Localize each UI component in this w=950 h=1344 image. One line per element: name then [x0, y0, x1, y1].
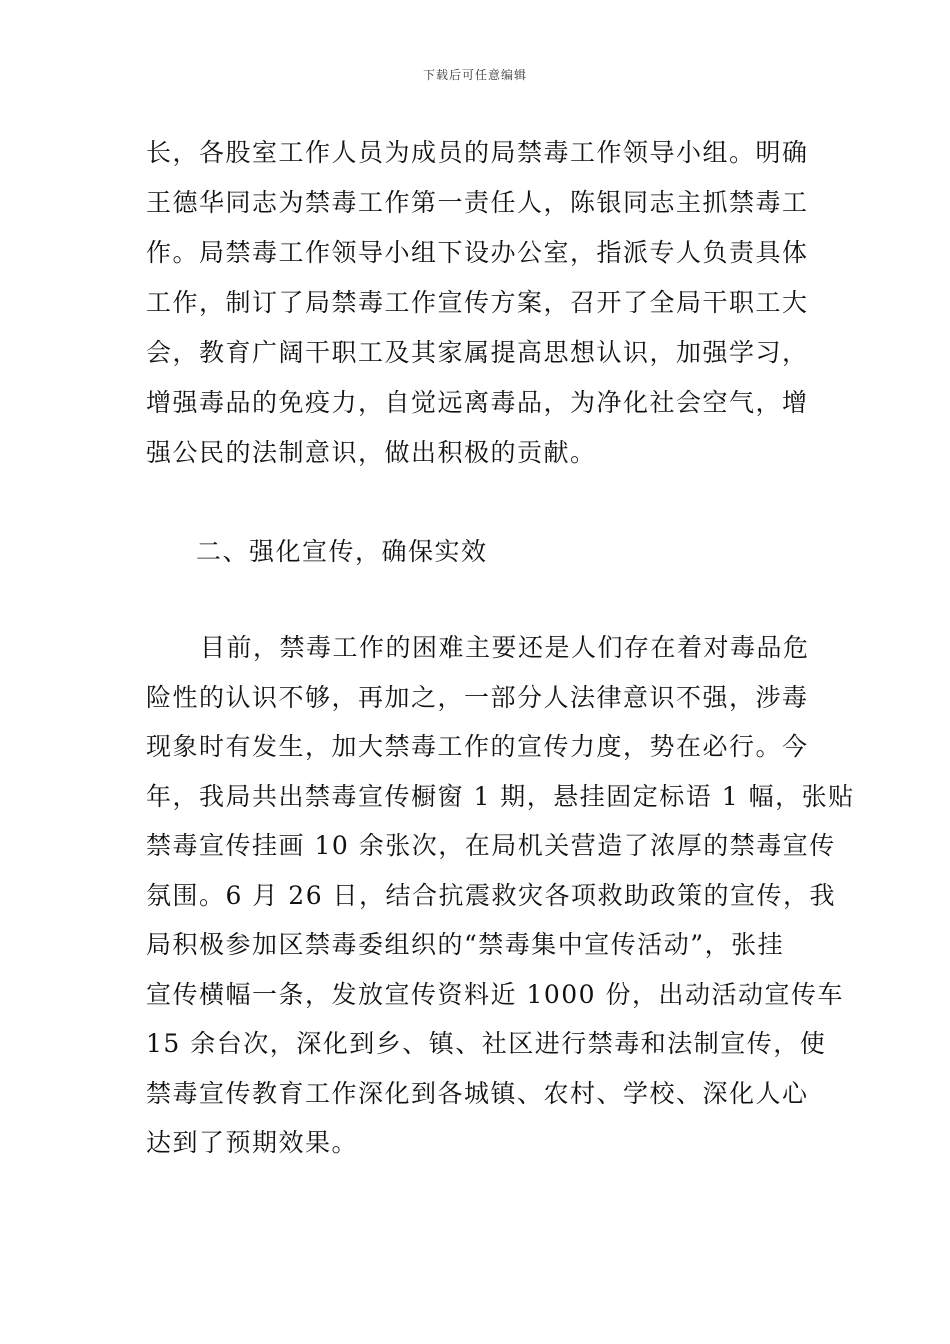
text-line: 局积极参加区禁毒委组织的“禁毒集中宣传活动”，张挂	[146, 930, 785, 959]
text-line: 现象时有发生，加大禁毒工作的宣传力度，势在必行。今	[146, 732, 809, 761]
text-line: 作。局禁毒工作领导小组下设办公室，指派专人负责具体	[146, 238, 809, 267]
text-line: 强公民的法制意识，做出积极的贡献。	[146, 438, 597, 467]
paragraph-1	[146, 128, 809, 478]
paragraph-2	[146, 623, 855, 1168]
text-line: 增强毒品的免疫力，自觉远离毒品，为净化社会空气，增	[146, 388, 809, 417]
text-line: 氛围。6 月 26 日，结合抗震救灾各项救助政策的宣传，我	[146, 880, 837, 910]
text-line: 长，各股室工作人员为成员的局禁毒工作领导小组。明确	[146, 138, 809, 167]
text-line: 会，教育广阔干职工及其家属提高思想认识，加强学习，	[146, 338, 809, 367]
text-line: 王德华同志为禁毒工作第一责任人，陈银同志主抓禁毒工	[146, 188, 809, 217]
text-line: 险性的认识不够，再加之，一部分人法律意识不强，涉毒	[146, 682, 809, 712]
text-line: 达到了预期效果。	[146, 1128, 359, 1157]
text-line: 禁毒宣传教育工作深化到各城镇、农村、学校、深化人心	[146, 1078, 809, 1108]
header-note: 下载后可任意编辑	[422, 68, 527, 82]
text-line: 15 余台次，深化到乡、镇、社区进行禁毒和法制宣传，使	[146, 1029, 827, 1058]
text-line: 年，我局共出禁毒宣传橱窗 1 期，悬挂固定标语 1 幅，张贴	[146, 781, 855, 811]
text-line: 宣传横幅一条，发放宣传资料近 1000 份，出动活动宣传车	[146, 979, 845, 1009]
text-line: 目前，禁毒工作的困难主要还是人们存在着对毒品危	[200, 633, 810, 662]
text-line: 禁毒宣传挂画 10 余张次，在局机关营造了浓厚的禁毒宣传	[146, 831, 836, 860]
text-line: 工作，制订了局禁毒工作宣传方案，召开了全局干职工大	[146, 288, 809, 317]
section-heading: 二、强化宣传，确保实效	[196, 537, 488, 566]
